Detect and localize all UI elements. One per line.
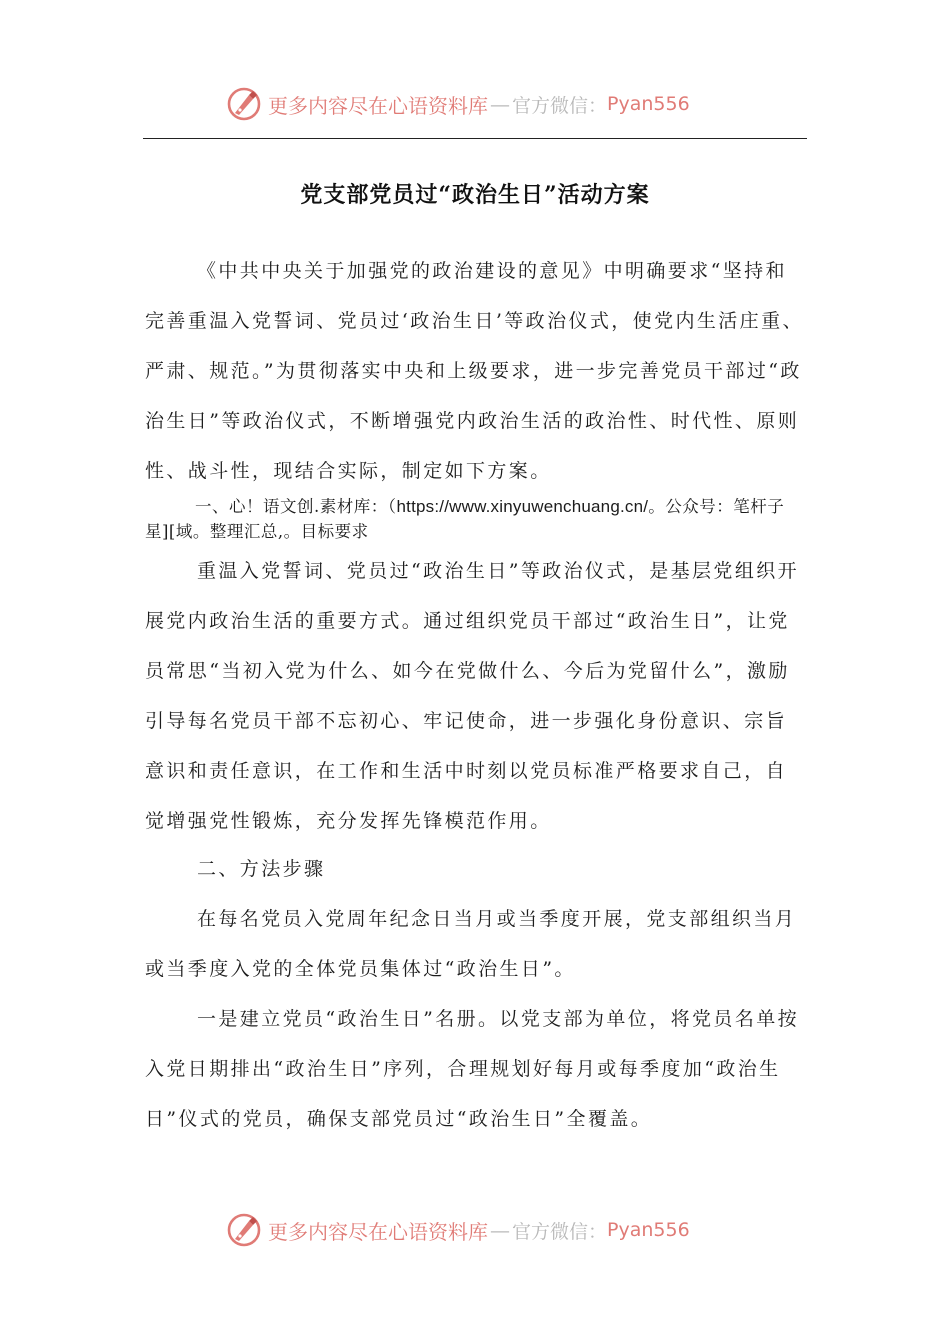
header-banner-wechat-id: Pyan556 <box>607 93 690 115</box>
pen-logo-icon <box>226 1212 262 1248</box>
pen-logo-icon <box>226 86 262 122</box>
footer-banner-text: 更多内容尽在心语资料库 <box>268 1219 488 1244</box>
footer-watermark-banner <box>226 1210 690 1250</box>
header-watermark-banner <box>226 84 690 124</box>
document-title: 党支部党员过“政治生日”活动方案 <box>300 182 650 208</box>
paragraph-intro: 《中共中央关于加强党的政治建设的意见》中明确要求“坚持和完善重温入党誓词、党员过‘政治生日’等政治仪式，使党内生活庄重、严肃、规范。”为贯彻落实中央和上级要求，进一步完善党员干部过“政治生日”等政治仪式，不断增强党内政治生活的政治性、时代性、原则性、战斗性，现结合实际，制定如下方案。 <box>145 260 804 482</box>
footer-banner-dash: — <box>490 1218 510 1242</box>
paragraph-methods: 在每名党员入党周年纪念日当月或当季度开展，党支部组织当月或当季度入党的全体党员集体过“政治生日”。 <box>145 908 797 980</box>
source-note-prefix: 一、心！语文创.素材库：（ <box>195 497 397 516</box>
source-note-suffix: 。公众号：笔杆子星][域。整理汇总,。目标要求 <box>145 497 785 541</box>
source-note-url: https://www.xinyuwenchuang.cn/ <box>396 497 649 516</box>
paragraph-roster: 一是建立党员“政治生日”名册。以党支部为单位，将党员名单按入党日期排出“政治生日”序列，合理规划好每月或每季度加“政治生日”仪式的党员，确保支部党员过“政治生日”全覆盖。 <box>145 1008 800 1130</box>
header-banner-dash: — <box>490 92 510 116</box>
footer-banner-subtext: 官方微信： <box>512 1220 608 1243</box>
section-heading-methods: 二、方法步骤 <box>197 858 326 880</box>
footer-banner-wechat-id: Pyan556 <box>607 1219 690 1241</box>
paragraph-goals: 重温入党誓词、党员过“政治生日”等政治仪式，是基层党组织开展党内政治生活的重要方式。通过组织党员干部过“政治生日”，让党员常思“当初入党为什么、如今在党做什么、今后为党留什么”，激励引导每名党员干部不忘初心、牢记使命，进一步强化身份意识、宗旨意识和责任意识，在工作和生活中时刻以党员标准严格要求自己，自觉增强党性锻炼，充分发挥先锋模范作用。 <box>145 560 800 832</box>
header-divider <box>143 138 807 139</box>
source-note <box>145 494 805 544</box>
header-banner-text: 更多内容尽在心语资料库 <box>268 93 488 118</box>
header-banner-subtext: 官方微信： <box>512 94 608 117</box>
